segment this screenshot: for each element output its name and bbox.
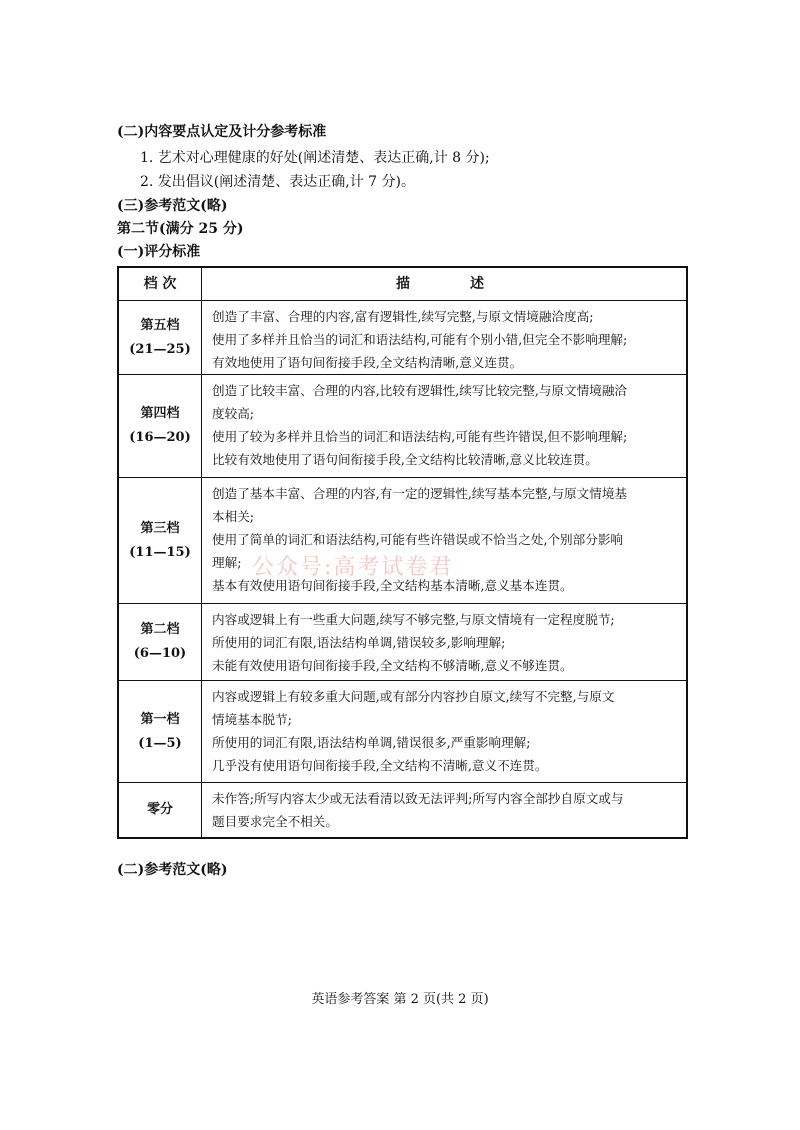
description-cell (202, 301, 686, 374)
table-row (119, 477, 686, 603)
level-name: 第三档 (140, 520, 180, 536)
level-cell (119, 478, 202, 603)
level-range: (21—25) (129, 341, 191, 357)
description-line: 创造了比较丰富、合理的内容,比较有逻辑性,续写比较完整,与原文情境融洽 (212, 383, 628, 398)
level-cell (119, 681, 202, 782)
table-header (119, 268, 686, 300)
table-row (119, 374, 686, 477)
description-line: 创造了丰富、合理的内容,富有逻辑性,续写完整,与原文情境融洽度高; (212, 309, 594, 324)
description-line: 使用了简单的词汇和语法结构,可能有些许错误或不恰当之处,个别部分影响 (212, 532, 624, 547)
level-name: 第四档 (140, 406, 180, 421)
table-row (119, 782, 686, 837)
description-line: 基本有效使用语句间衔接手段,全文结构基本清晰,意义基本连贯。 (212, 578, 573, 593)
header-description: 描述 (396, 275, 544, 292)
point-2: 2. 发出倡议(阐述清楚、表达正确,计 7 分)。 (140, 174, 415, 190)
description-line: 所使用的词汇有限,语法结构单调,错误很多,严重影响理解; (212, 735, 531, 750)
description-cell (202, 783, 686, 837)
reference-title: (二)参考范文(略) (117, 862, 228, 878)
table-row (119, 680, 686, 782)
level-cell (119, 301, 202, 374)
header-level: 档 次 (119, 268, 202, 300)
part2-title: 第二节(满分 25 分) (117, 221, 244, 237)
level-range: (11—15) (129, 544, 191, 560)
level-cell (119, 604, 202, 680)
description-cell (202, 681, 686, 782)
description-cell (202, 375, 686, 477)
description-line: 情境基本脱节; (212, 712, 292, 727)
description-line: 几乎没有使用语句间衔接手段,全文结构不清晰,意义不连贯。 (212, 758, 548, 773)
description-line: 未能有效使用语句间衔接手段,全文结构不够清晰,意义不够连贯。 (212, 658, 573, 673)
level-cell (119, 783, 202, 837)
level-range: (6—10) (133, 646, 187, 661)
description-line: 未作答;所写内容太少或无法看清以致无法评判;所写内容全部抄自原文或与 (212, 791, 624, 806)
description-line: 本相关; (212, 509, 255, 524)
level-name: 第一档 (140, 711, 180, 727)
description-line: 理解; (212, 555, 242, 570)
page-footer: 英语参考答案 第 2 页(共 2 页) (311, 992, 489, 1007)
description-line: 比较有效地使用了语句间衔接手段,全文结构比较清晰,意义比较连贯。 (212, 452, 598, 467)
point-1: 1. 艺术对心理健康的好处(阐述清楚、表达正确,计 8 分); (140, 150, 490, 166)
description-line: 创造了基本丰富、合理的内容,有一定的逻辑性,续写基本完整,与原文情境基 (212, 486, 628, 501)
table-row (119, 300, 686, 374)
level-range: (1—5) (138, 735, 182, 751)
description-line: 有效地使用了语句间衔接手段,全文结构清晰,意义连贯。 (212, 355, 523, 370)
watermark: 公众号:高考试卷君 (252, 555, 454, 580)
description-line: 使用了多样并且恰当的词汇和语法结构,可能有个别小错,但完全不影响理解; (212, 332, 628, 347)
table-row (119, 603, 686, 680)
section2-title: (二)内容要点认定及计分参考标准 (117, 124, 327, 140)
level-cell (119, 375, 202, 477)
level-name: 第二档 (140, 622, 180, 637)
description-line: 所使用的词汇有限,语法结构单调,错误较多,影响理解; (212, 635, 506, 650)
description-line: 度较高; (212, 406, 255, 421)
description-cell (202, 604, 686, 680)
level-name: 第五档 (140, 317, 180, 333)
level-name: 零分 (146, 802, 173, 817)
level-range: (16—20) (129, 430, 191, 445)
description-line: 题目要求完全不相关。 (212, 814, 338, 829)
description-cell (202, 478, 686, 603)
description-line: 内容或逻辑上有一些重大问题,续写不够完整,与原文情境有一定程度脱节; (212, 612, 615, 627)
scoring-title: (一)评分标准 (117, 244, 201, 260)
section3-title: (三)参考范文(略) (117, 198, 228, 214)
description-line: 使用了较为多样并且恰当的词汇和语法结构,可能有些许错误,但不影响理解; (212, 429, 628, 444)
description-line: 内容或逻辑上有较多重大问题,或有部分内容抄自原文,续写不完整,与原文 (212, 689, 615, 704)
